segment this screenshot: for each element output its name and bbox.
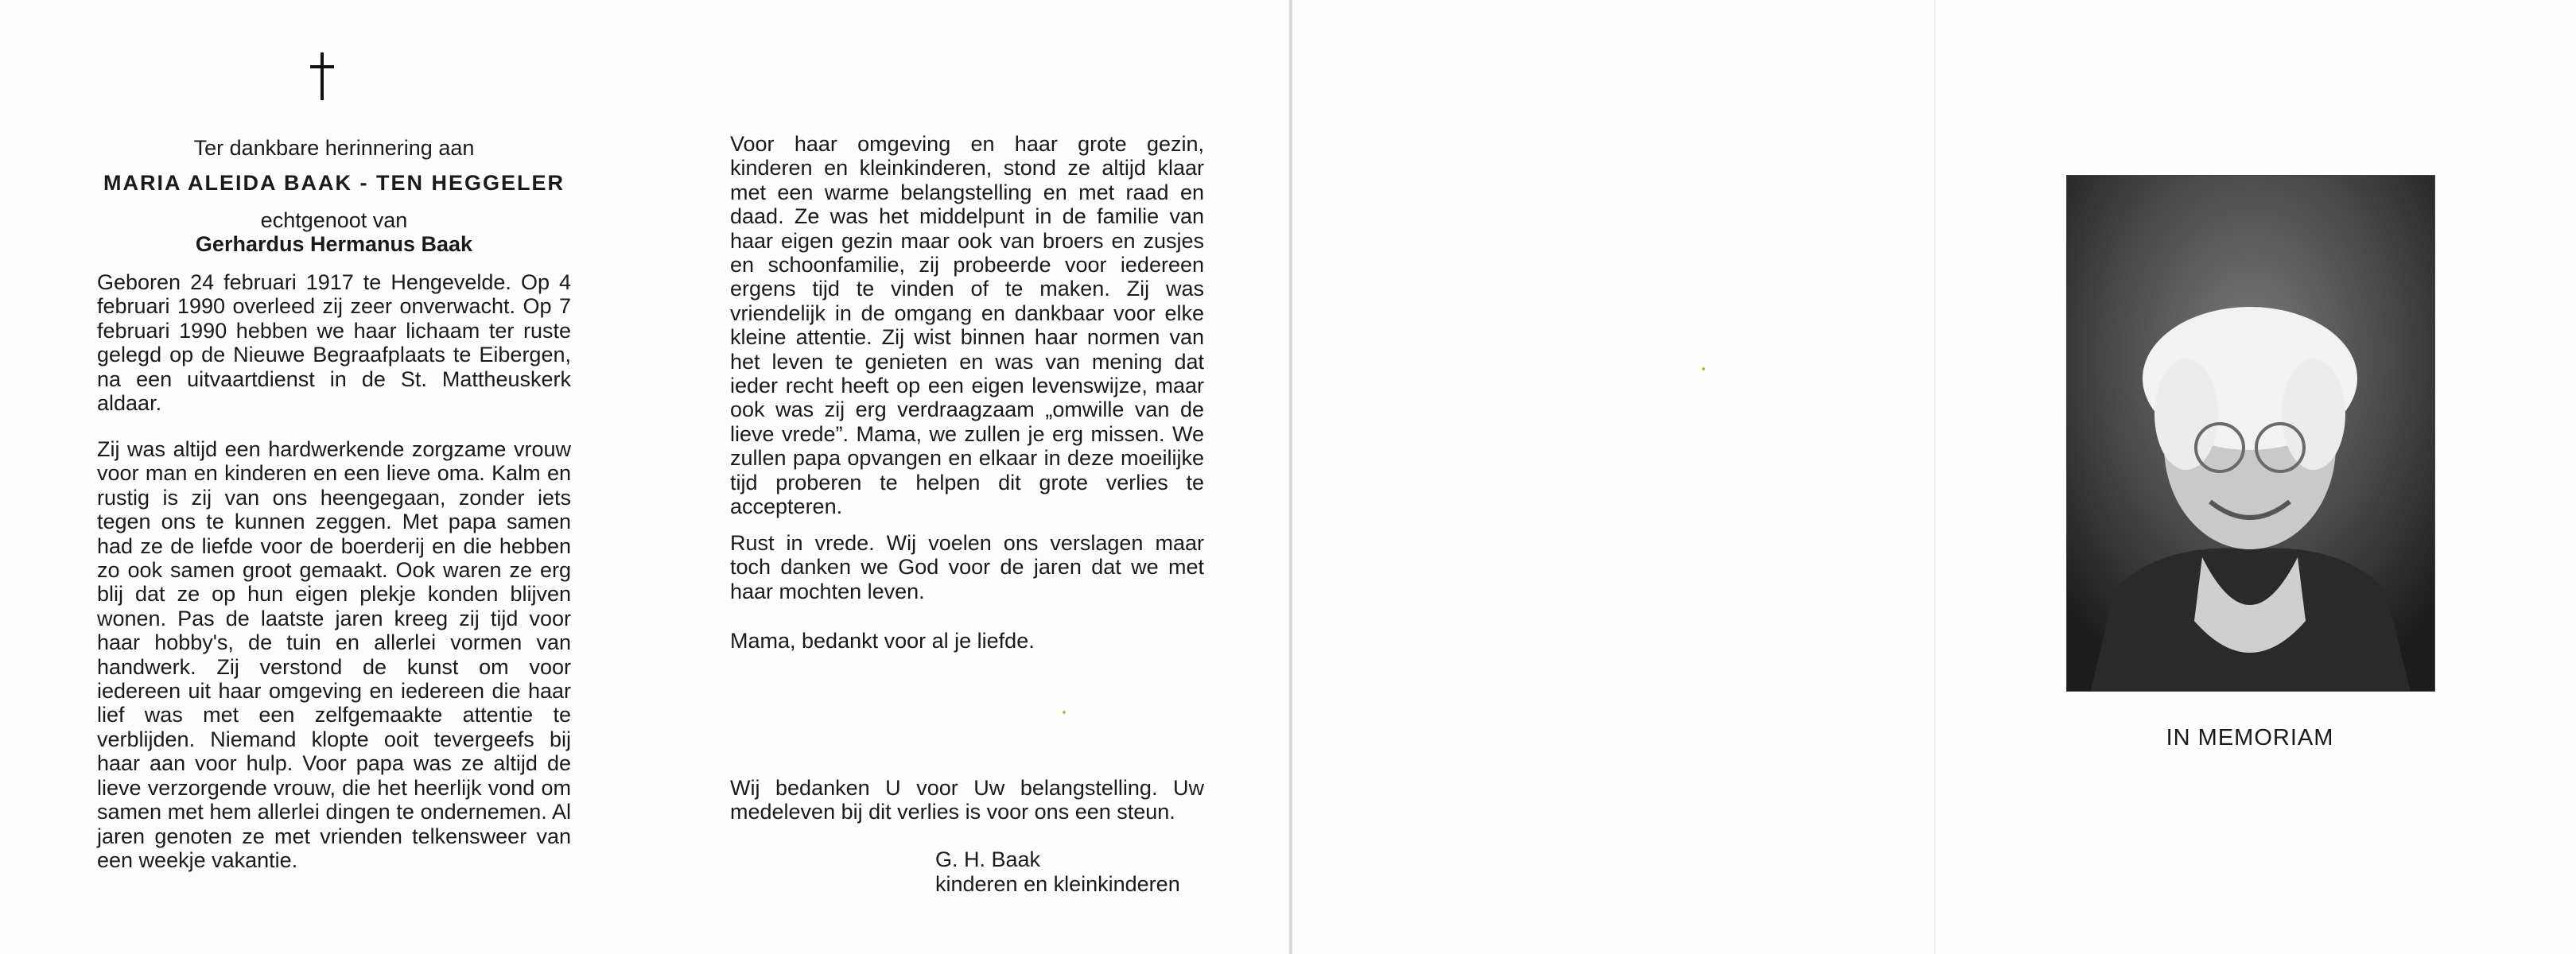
intro-line: Ter dankbare herinnering aan [193,136,475,160]
signature-family: kinderen en kleinkinderen [935,872,1180,896]
acknowledgement-paragraph: Wij bedanken U voor Uw belangstelling. Uw medeleven bij dit verlies is voor ons een steun. [730,776,1204,824]
in-memoriam-caption: IN MEMORIAM [2166,725,2334,750]
spouse-name: Gerhardus Hermanus Baak [195,232,473,256]
portrait-photo [2066,175,2435,692]
card-fold-faint [1934,0,1936,954]
paper-speck [1702,367,1705,370]
rest-in-peace-paragraph: Rust in vrede. Wij voelen ons verslagen maar toch danken we God voor de jaren dat we met haar mochten leven. [730,531,1204,603]
life-story-paragraph: Zij was altijd een hardwerkende zorgzame vrouw voor man en kinderen en een lieve oma. Kalm en rustig is zij van ons heengegaan, zonder iets tegen ons te kunnen zeggen. Met papa samen had ze de liefde voor de boerderij en die hebben zo ook samen groot gemaakt. Ook waren ze erg blij dat ze op hun eigen plekje konden blijven wonen. Pas de laatste jaren kreeg zij tijd voor haar hobby's, de tuin en allerlei vormen van handwerk. Zij verstond de kunst om voor iedereen uit haar omgeving en iedereen die haar lief was met een zelfgemaakte attentie te verblijden. Niemand klopte ooit tevergeefs bij haar aan voor hulp. Voor papa was ze altijd de lieve verzorgende vrouw, die het heerlijk vond om samen met hem allerlei dingen te ondernemen. Al jaren genoten ze met vrienden telkensweer van een weekje vakantie. [97,437,571,872]
family-paragraph: Voor haar omgeving en haar grote gezin, kinderen en kleinkinderen, stond ze altijd klaar met een warme belangstelling en met raad en daad. Ze was het middelpunt in de familie van haar eigen gezin maar ook van broers en zusjes en schoonfamilie, zij probeerde voor iedereen ergens tijd te vinden of te maken. Zij was vriendelijk in de omgang en dankbaar voor elke kleine attentie. Zij wist binnen haar normen van het leven te genieten en was van mening dat ieder recht heeft op een eigen levenswijze, maar ook was zij erg verdraagzaam „omwille van de lieve vrede”. Mama, we zullen je erg missen. We zullen papa opvangen en elkaar in deze moeilijke tijd proberen te helpen dit grote verlies te accepteren. [730,132,1204,519]
birth-death-paragraph: Geboren 24 februari 1917 te Hengevelde. Op 4 februari 1990 overleed zij zeer onverwacht. Op 7 februari 1990 hebben we haar lichaam ter ruste gelegd op de Nieuwe Begraafplaats te Eibergen, na een uitvaartdienst in de St. Mattheuskerk aldaar. [97,270,571,416]
portrait-illustration [2067,176,2434,691]
signature-name: G. H. Baak [935,847,1041,871]
thank-you-mama-line: Mama, bedankt voor al je liefde. [730,629,1035,653]
paper-speck [1063,711,1066,714]
spouse-prefix: echtgenoot van [260,208,408,232]
deceased-name: MARIA ALEIDA BAAK - TEN HEGGELER [103,171,565,195]
cross-icon [310,52,334,100]
